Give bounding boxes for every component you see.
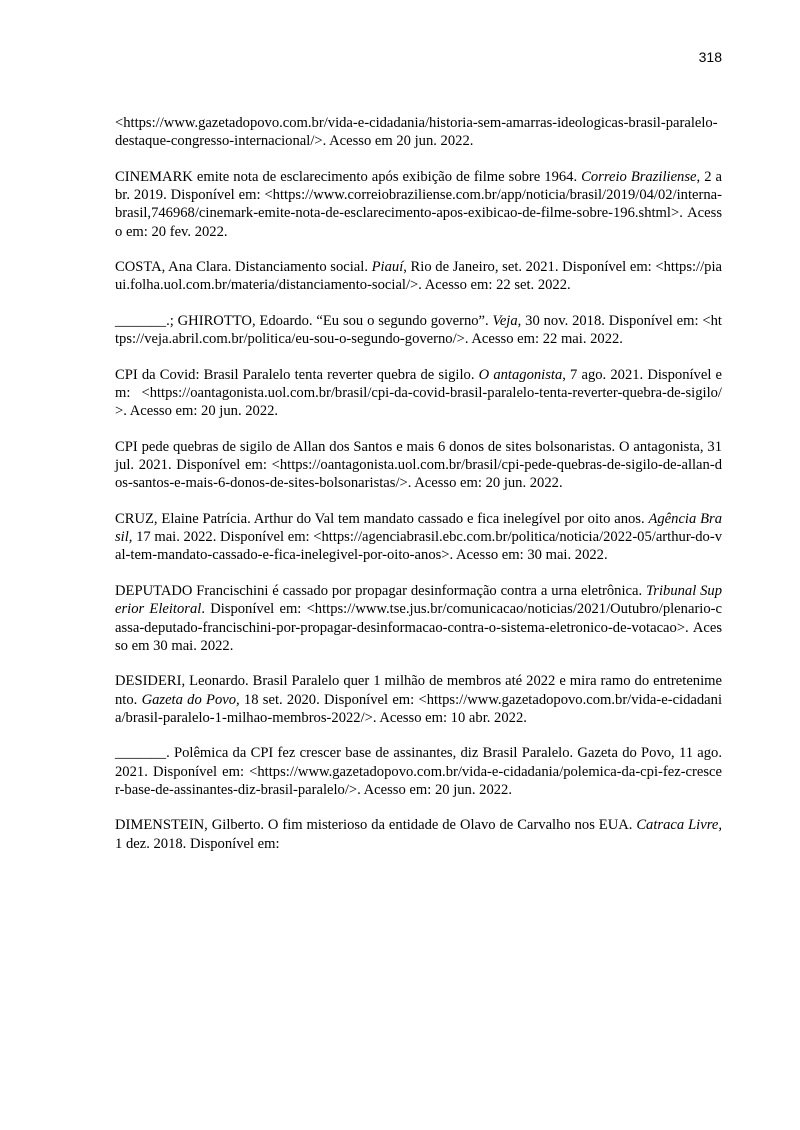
- reference-text: DIMENSTEIN, Gilberto. O fim misterioso da entidade de Olavo de Carvalho nos EUA.: [115, 817, 637, 834]
- reference-entry: [115, 744, 722, 799]
- reference-text: CRUZ, Elaine Patrícia. Arthur do Val tem mandato cassado e fica inelegível por oito anos.: [115, 510, 649, 527]
- reference-entry: [115, 582, 722, 655]
- reference-text: <https://www.gazetadopovo.com.br/vida-e-cidadania/historia-sem-amarras-ideologicas-brasil-paralelo-destaque-congresso-internacional/>. Acesso em 20 jun. 2022.: [115, 115, 718, 150]
- reference-entry: [115, 114, 722, 151]
- reference-details: , Rio de Janeiro, set. 2021. Disponível em: <https://piaui.folha.uol.com.br/materia/distanciamento-social/>. Acesso em: 22 set. 2022.: [115, 259, 722, 294]
- reference-entry: [115, 438, 722, 493]
- reference-details: , 7 ago. 2021. Disponível em: <https://oantagonista.uol.com.br/brasil/cpi-da-covid-brasil-paralelo-tenta-reverter-quebra-de-sigilo/>. Acesso em: 20 jun. 2022.: [115, 366, 722, 420]
- reference-details: 18 set. 2020. Disponível em: <https://www.gazetadopovo.com.br/vida-e-cidadania/brasil-paralelo-1-milhao-membros-2022/>. Acesso em: 10 abr. 2022.: [115, 691, 722, 726]
- reference-entry: [115, 672, 722, 727]
- page-number: 318: [698, 49, 722, 65]
- reference-details: , 30 nov. 2018. Disponível em: <https://veja.abril.com.br/politica/eu-sou-o-segundo-governo/>. Acesso em: 22 mai. 2022.: [115, 312, 722, 348]
- reference-details: 17 mai. 2022. Disponível em: <https://agenciabrasil.ebc.com.br/politica/noticia/2022-05/arthur-do-val-tem-mandato-cassado-e-fica-inelegivel-por-oito-anos>. Acesso em: 30 mai. 2022.: [115, 529, 722, 564]
- reference-source-title: Piauí: [371, 259, 404, 276]
- reference-source-title: Correio Braziliense: [581, 168, 697, 185]
- reference-entry: [115, 168, 722, 241]
- reference-source-title: O antagonista: [478, 366, 563, 383]
- reference-text: CPI da Covid: Brasil Paralelo tenta reverter quebra de sigilo.: [115, 366, 479, 383]
- reference-text: DESIDERI, Leonardo. Brasil Paralelo quer 1 milhão de membros até 2022 e mira ramo do entretenimento.: [115, 673, 722, 708]
- reference-text: CINEMARK emite nota de esclarecimento após exibição de filme sobre 1964.: [115, 168, 582, 185]
- reference-source-title: Tribunal Superior Eleitoral: [115, 582, 723, 618]
- reference-entry: [115, 312, 722, 349]
- reference-text: _______. Polêmica da CPI fez crescer base de assinantes, diz Brasil Paralelo. Gazeta do Povo, 11 ago. 2021. Disponível em: <https://www.gazetadopovo.com.br/vida-e-cidadania/polemica-da-cpi-fez-crescer-base-de-assinantes-diz-brasil-paralelo/>. Acesso em: 20 jun. 2022.: [115, 745, 722, 798]
- reference-list: [115, 114, 722, 870]
- reference-entry: [115, 258, 722, 295]
- reference-entry: [115, 510, 722, 565]
- reference-details: . Disponível em: <https://www.tse.jus.br/comunicacao/noticias/2021/Outubro/plenario-cassa-deputado-francischini-por-propagar-desinformacao-contra-o-sistema-eletronico-de-votacao>. Acesso em 30 mai. 2022.: [115, 601, 722, 654]
- reference-source-title: Catraca Livre,: [636, 817, 722, 834]
- reference-entry: [115, 816, 722, 853]
- reference-details: 1 dez. 2018. Disponível em:: [115, 835, 280, 852]
- reference-source-title: Veja: [492, 312, 518, 329]
- reference-text: DEPUTADO Francischini é cassado por propagar desinformação contra a urna eletrônica.: [115, 582, 646, 599]
- reference-entry: [115, 366, 722, 421]
- reference-source-title: Agência Brasil,: [115, 510, 722, 546]
- reference-details: , 2 abr. 2019. Disponível em: <https://www.correiobraziliense.com.br/app/noticia/brasil/2019/04/02/interna-brasil,746968/cinemark-emite-nota-de-esclarecimento-apos-exibicao-de-filme-sobre-196.shtml>. Acesso em: 20 fev. 2022.: [115, 168, 722, 240]
- reference-text: COSTA, Ana Clara. Distanciamento social.: [115, 259, 372, 276]
- reference-text: CPI pede quebras de sigilo de Allan dos Santos e mais 6 donos de sites bolsonaristas. O antagonista, 31 jul. 2021. Disponível em: <https://oantagonista.uol.com.br/brasil/cpi-pede-quebras-de-sigilo-de-allan-dos-santos-e-mais-6-donos-de-sites-bolsonaristas/>. Acesso em: 20 jun. 2022.: [115, 438, 722, 492]
- reference-text: _______.; GHIROTTO, Edoardo. “Eu sou o segundo governo”.: [115, 312, 493, 329]
- reference-source-title: Gazeta do Povo,: [141, 691, 240, 708]
